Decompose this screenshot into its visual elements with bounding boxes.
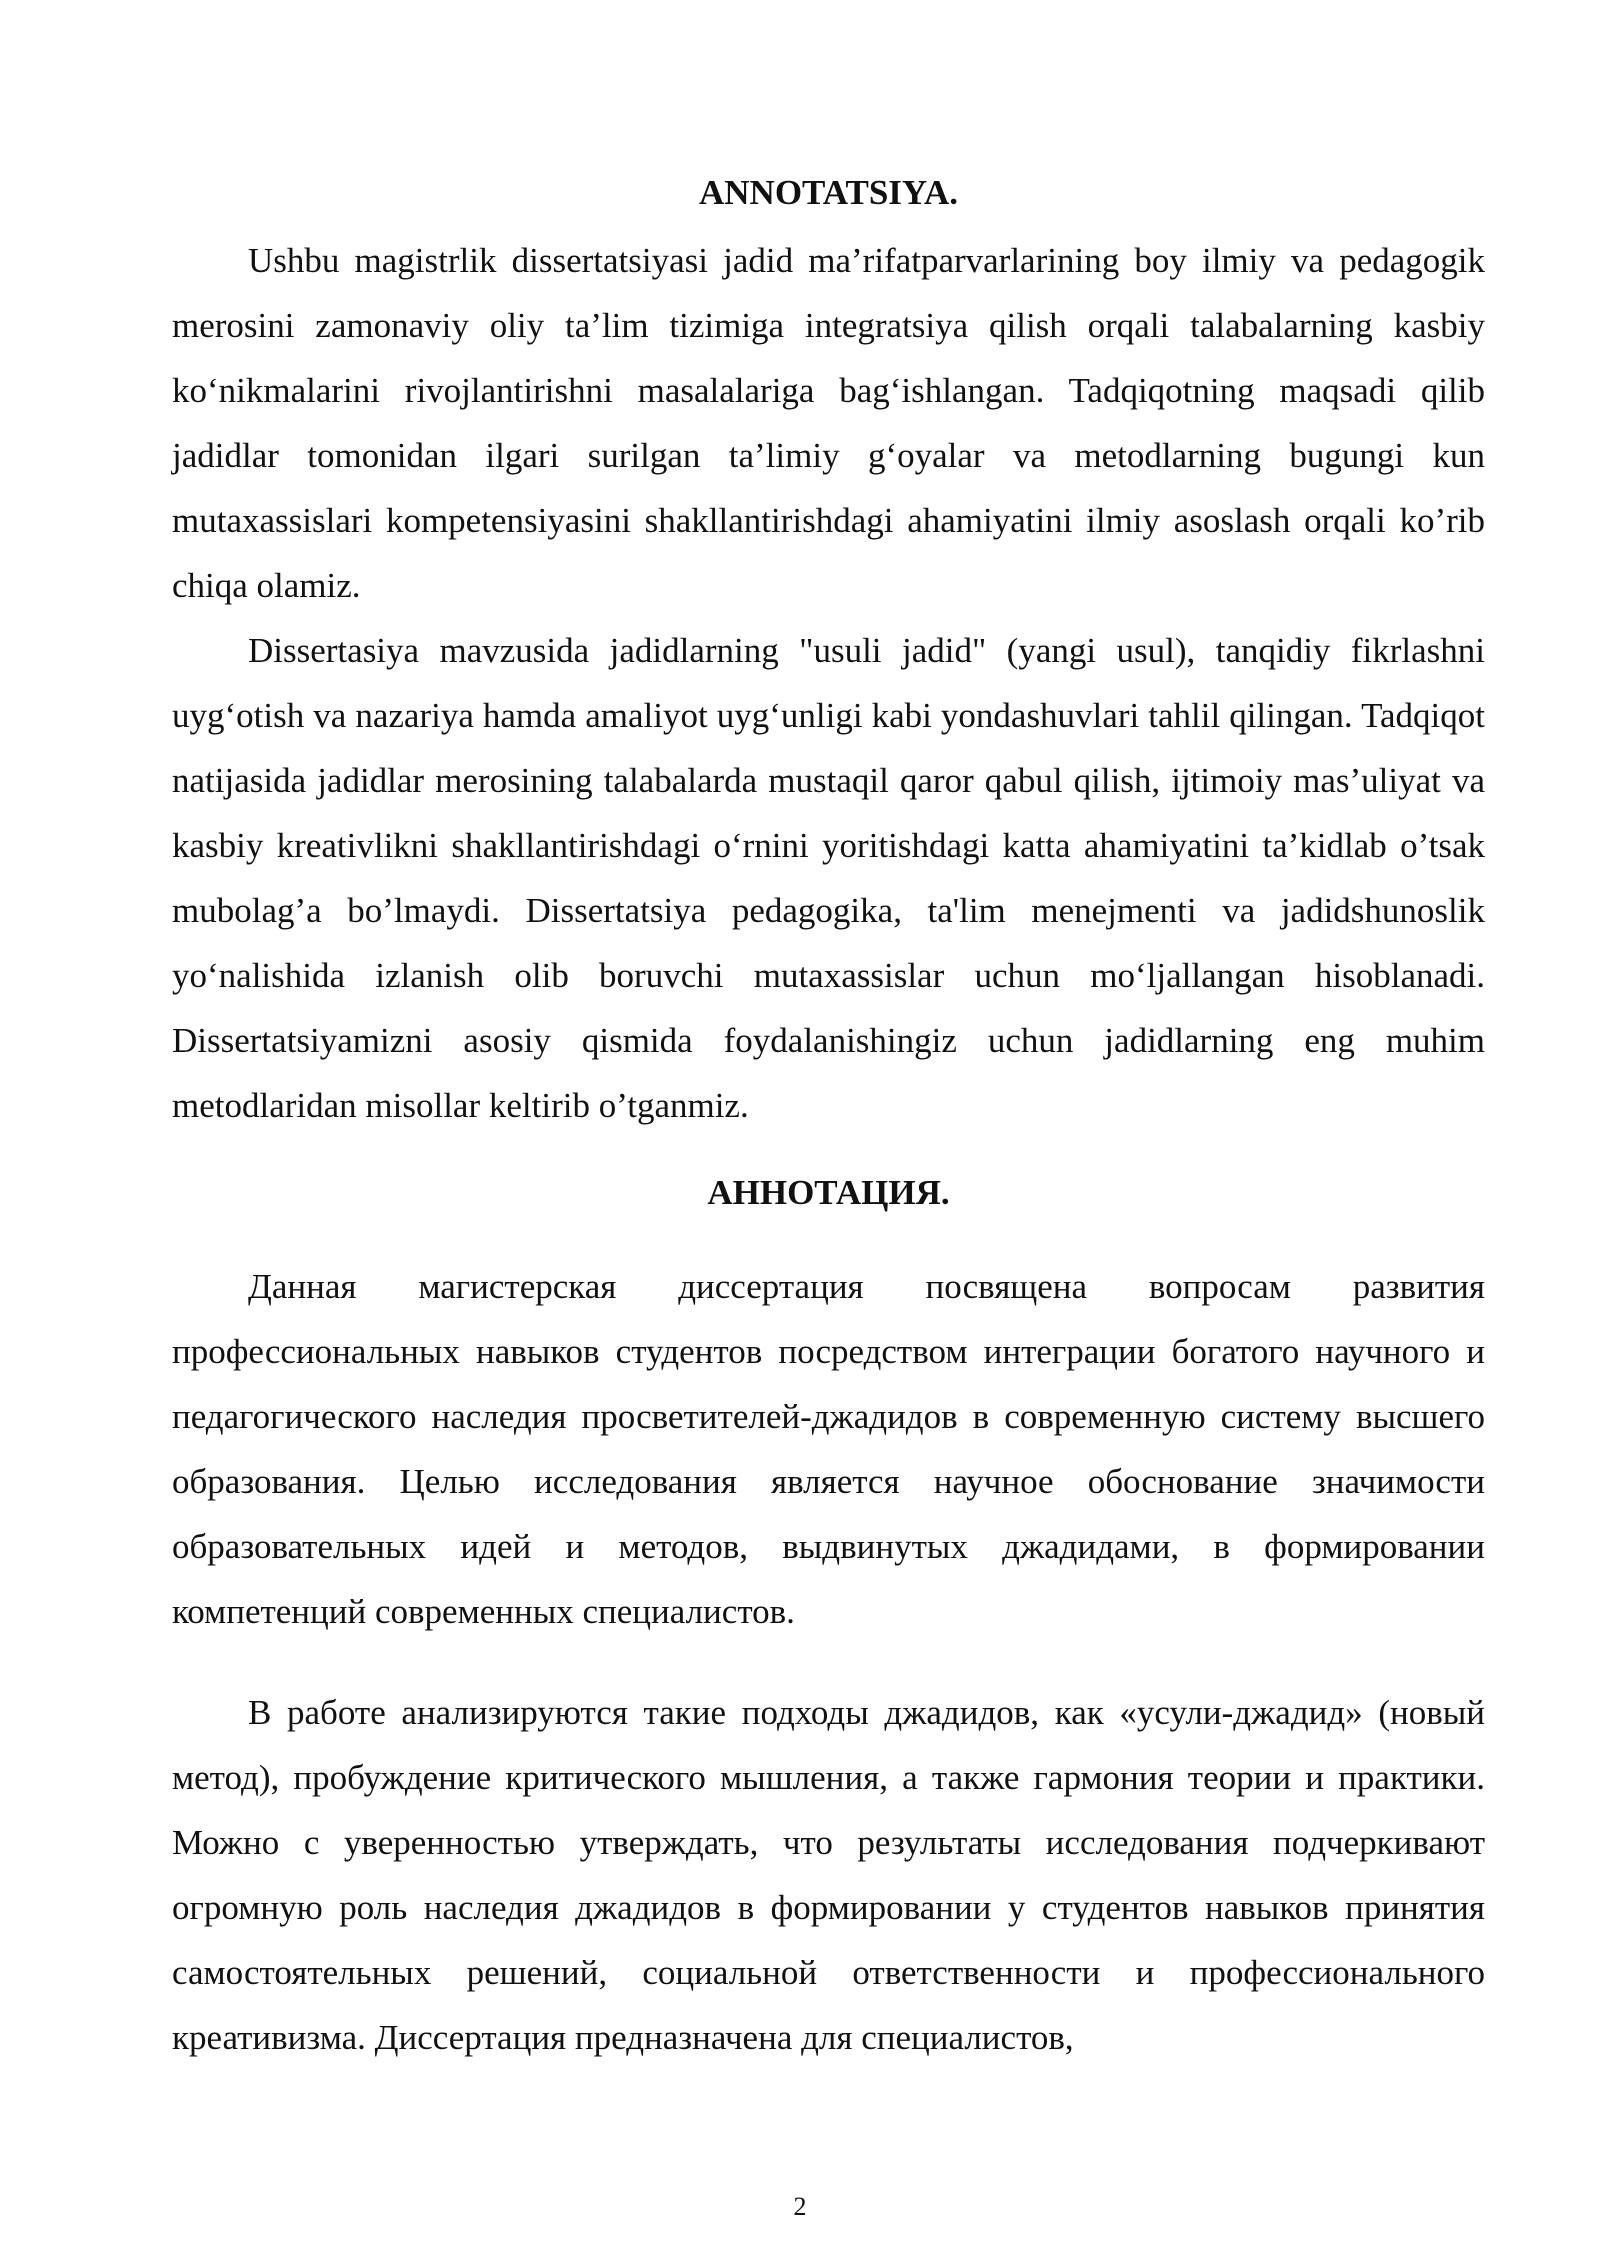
paragraph-uzbek-2: Dissertasiya mavzusida jadidlarning "usuli jadid" (yangi usul), tanqidiy fikrlashni uyg‘otish va nazariya hamda amaliyot uyg‘unligi kabi yondashuvlari tahlil qilingan. Tadqiqot natijasida jadidlar merosining talabalarda mustaqil qaror qabul qilish, ijtimoiy mas’uliyat va kasbiy kreativlikni shakllantirishdagi o‘rnini yoritishdagi katta ahamiyatini ta’kidlab o’tsak mubolag’a bo’lmaydi. Dissertatsiya pedagogika, ta'lim menejmenti va jadidshunoslik yo‘nalishida izlanish olib boruvchi mutaxassislar uchun mo‘ljallangan hisoblanadi. Dissertatsiyamizni asosiy qismida foydalanishingiz uchun jadidlarning eng muhim metodlaridan misollar keltirib o’tganmiz. bbox=[172, 631, 1485, 1125]
paragraph-uzbek-1: Ushbu magistrlik dissertatsiyasi jadid ma’rifatparvarlarining boy ilmiy va pedagogik merosini zamonaviy oliy ta’lim tizimiga integratsiya qilish orqali talabalarning kasbiy ko‘nikmalarini rivojlantirishni masalalariga bag‘ishlangan. Tadqiqotning maqsadi qilib jadidlar tomonidan ilgari surilgan ta’limiy g‘oyalar va metodlarning bugungi kun mutaxassislari kompetensiyasini shakllantirishdagi ahamiyatini ilmiy asoslash orqali ko’rib chiqa olamiz. bbox=[172, 241, 1485, 605]
page-content bbox=[172, 170, 1485, 2070]
paragraph-russian-1: Данная магистерская диссертация посвящена вопросам развития профессиональных навыков студентов посредством интеграции богатого научного и педагогического наследия просветителей-джадидов в современную систему высшего образования. Целью исследования является научное обоснование значимости образовательных идей и методов, выдвинутых джадидами, в формировании компетенций современных специалистов. bbox=[172, 1267, 1485, 1631]
annotation-heading-russian: АННОТАЦИЯ. bbox=[707, 1173, 950, 1212]
page-number: 2 bbox=[793, 2192, 807, 2221]
paragraph-russian-2: В работе анализируются такие подходы джадидов, как «усули-джадид» (новый метод), пробуждение критического мышления, а также гармония теории и практики. Можно с уверенностью утверждать, что результаты исследования подчеркивают огромную роль наследия джадидов в формировании у студентов навыков принятия самостоятельных решений, социальной ответственности и профессионального креативизма. Диссертация предназначена для специалистов, bbox=[172, 1693, 1485, 2057]
annotation-heading-uzbek: ANNOTATSIYA. bbox=[699, 173, 958, 212]
